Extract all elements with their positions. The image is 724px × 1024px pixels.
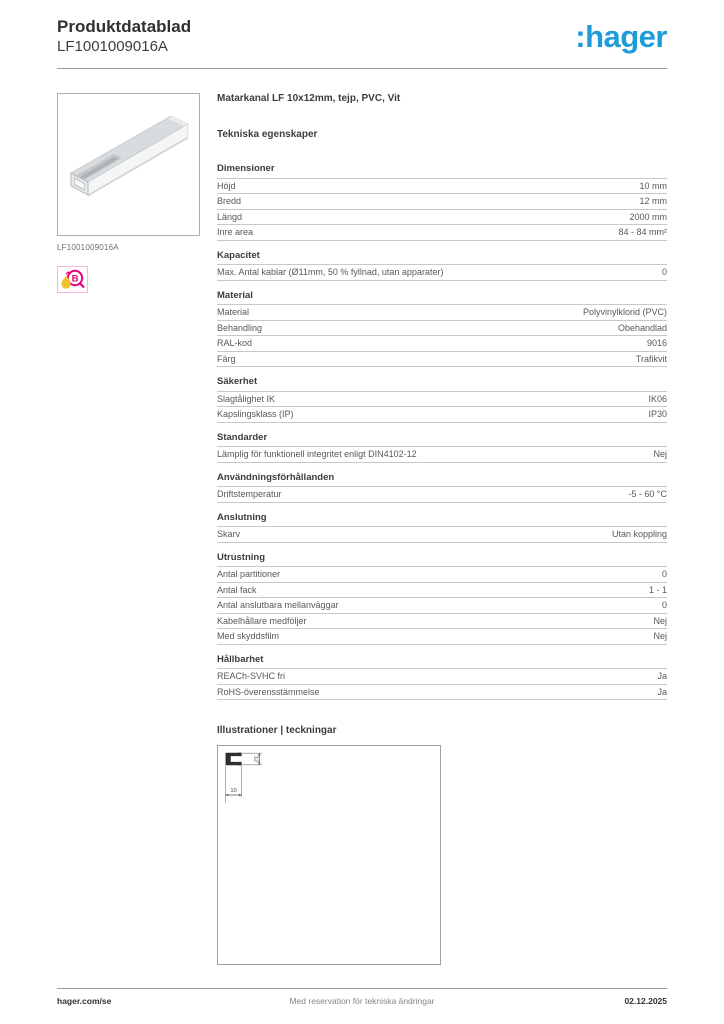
illustration-drawing-box	[217, 745, 441, 965]
spec-row-value: Ja	[657, 686, 667, 697]
spec-row-label: Färg	[217, 353, 236, 364]
spec-row-label: RAL-kod	[217, 338, 253, 349]
right-column	[217, 93, 667, 965]
spec-row-label: RoHS-överensstämmelse	[217, 686, 320, 697]
spec-row-value: 1 - 1	[648, 584, 667, 595]
spec-section	[217, 473, 667, 503]
spec-row-value: Utan koppling	[611, 529, 667, 540]
spec-section-title: Anslutning	[217, 513, 667, 528]
spec-row-label: Behandling	[217, 322, 263, 333]
spec-row	[217, 567, 667, 583]
spec-row-label: Lämplig för funktionell integritet enligt DIN4102-12	[217, 449, 417, 460]
spec-row-label: Kabelhållare medföljer	[217, 615, 307, 626]
spec-section-title: Material	[217, 291, 667, 306]
spec-row-value: Polyvinylklorid (PVC)	[582, 307, 667, 318]
spec-row	[217, 583, 667, 599]
spec-row-label: Slagtålighet IK	[217, 393, 276, 404]
left-column	[57, 93, 217, 965]
footer-website-link[interactable]: hager.com/se	[57, 996, 112, 1006]
spec-row-value: 9016	[646, 338, 667, 349]
spec-row	[217, 685, 667, 701]
spec-section-title: Utrustning	[217, 553, 667, 568]
spec-row-value: 0	[661, 600, 667, 611]
spec-row-value: 12 mm	[639, 196, 667, 207]
doc-code: LF1001009016A	[57, 38, 168, 56]
spec-row-label: Driftstemperatur	[217, 489, 282, 500]
product-image	[57, 93, 200, 236]
spec-row	[217, 321, 667, 337]
drawing-height-label: 10	[230, 788, 237, 795]
spec-row-label: Bredd	[217, 196, 242, 207]
spec-section-title: Hållbarhet	[217, 655, 667, 670]
spec-row-label: Längd	[217, 211, 243, 222]
footer-date: 02.12.2025	[624, 996, 667, 1006]
spec-row	[217, 210, 667, 226]
spec-section-title: Kapacitet	[217, 251, 667, 266]
spec-row-label: REACh-SVHC fri	[217, 671, 286, 682]
spec-sections	[217, 164, 667, 700]
spec-row	[217, 392, 667, 408]
spec-section-title: Användningsförhållanden	[217, 473, 667, 488]
channel-cross-section-icon	[221, 749, 285, 809]
spec-row-value: 10 mm	[639, 180, 667, 191]
page-header	[0, 0, 724, 57]
spec-section-title: Standarder	[217, 433, 667, 448]
spec-row	[217, 265, 667, 281]
spec-section-title: Dimensioner	[217, 164, 667, 179]
spec-row-label: Höjd	[217, 180, 236, 191]
spec-row-label: Antal anslutbara mellanväggar	[217, 600, 339, 611]
spec-row-value: IP30	[648, 409, 667, 420]
spec-row-value: Nej	[653, 615, 667, 626]
certification-badge	[57, 266, 217, 298]
drawing-width-label: 12	[252, 755, 259, 763]
spec-row-label: Antal fack	[217, 584, 257, 595]
spec-row-value: Trafikvit	[635, 353, 667, 364]
spec-row-label: Skarv	[217, 529, 241, 540]
spec-row-label: Max. Antal kablar (Ø11mm, 50 % fyllnad, utan apparater)	[217, 267, 444, 278]
spec-row	[217, 179, 667, 195]
product-title: Matarkanal LF 10x12mm, tejp, PVC, Vit	[217, 93, 401, 105]
cable-trunking-image-icon	[58, 94, 199, 235]
spec-row	[217, 407, 667, 423]
tech-properties-heading: Tekniska egenskaper	[217, 129, 318, 141]
spec-row-value: IK06	[648, 393, 667, 404]
spec-row-value: Nej	[653, 631, 667, 642]
spec-section-title: Säkerhet	[217, 377, 667, 392]
spec-row	[217, 225, 667, 241]
spec-row	[217, 598, 667, 614]
spec-section	[217, 291, 667, 368]
spec-row-value: -5 - 60 °C	[628, 489, 667, 500]
hager-logo: :hager	[575, 19, 667, 54]
spec-row-value: Obehandlad	[617, 322, 667, 333]
spec-row-value: Nej	[653, 449, 667, 460]
spec-row	[217, 527, 667, 543]
spec-row-label: Material	[217, 307, 250, 318]
doc-type-title: Produktdatablad	[57, 17, 192, 36]
page-footer	[57, 988, 667, 1006]
spec-row-value: 0	[661, 569, 667, 580]
spec-row	[217, 614, 667, 630]
spec-row-value: 0	[661, 267, 667, 278]
spec-section	[217, 655, 667, 701]
spec-section	[217, 433, 667, 463]
main-content	[0, 69, 724, 965]
product-image-caption: LF1001009016A	[57, 243, 119, 253]
illustrations-heading: Illustrationer | teckningar	[217, 725, 337, 737]
spec-row-value: 84 - 84 mm²	[618, 227, 667, 238]
spec-section	[217, 553, 667, 645]
spec-row	[217, 447, 667, 463]
spec-row-label: Inre area	[217, 227, 254, 238]
spec-section	[217, 251, 667, 281]
spec-section	[217, 513, 667, 543]
spec-row	[217, 336, 667, 352]
spec-row-label: Antal partitioner	[217, 569, 281, 580]
footer-disclaimer: Med reservation för tekniska ändringar	[289, 996, 435, 1006]
spec-row	[217, 487, 667, 503]
spec-row-value: Ja	[657, 671, 667, 682]
spec-row-label: Med skyddsfilm	[217, 631, 280, 642]
spec-row-label: Kapslingsklass (IP)	[217, 409, 294, 420]
spec-row	[217, 352, 667, 368]
spec-section	[217, 164, 667, 241]
fire-class-b-icon	[57, 266, 88, 293]
spec-section	[217, 377, 667, 423]
spec-row	[217, 629, 667, 645]
spec-row	[217, 305, 667, 321]
spec-row	[217, 194, 667, 210]
spec-row	[217, 669, 667, 685]
svg-text:B: B	[71, 273, 79, 285]
spec-row-value: 2000 mm	[629, 211, 667, 222]
